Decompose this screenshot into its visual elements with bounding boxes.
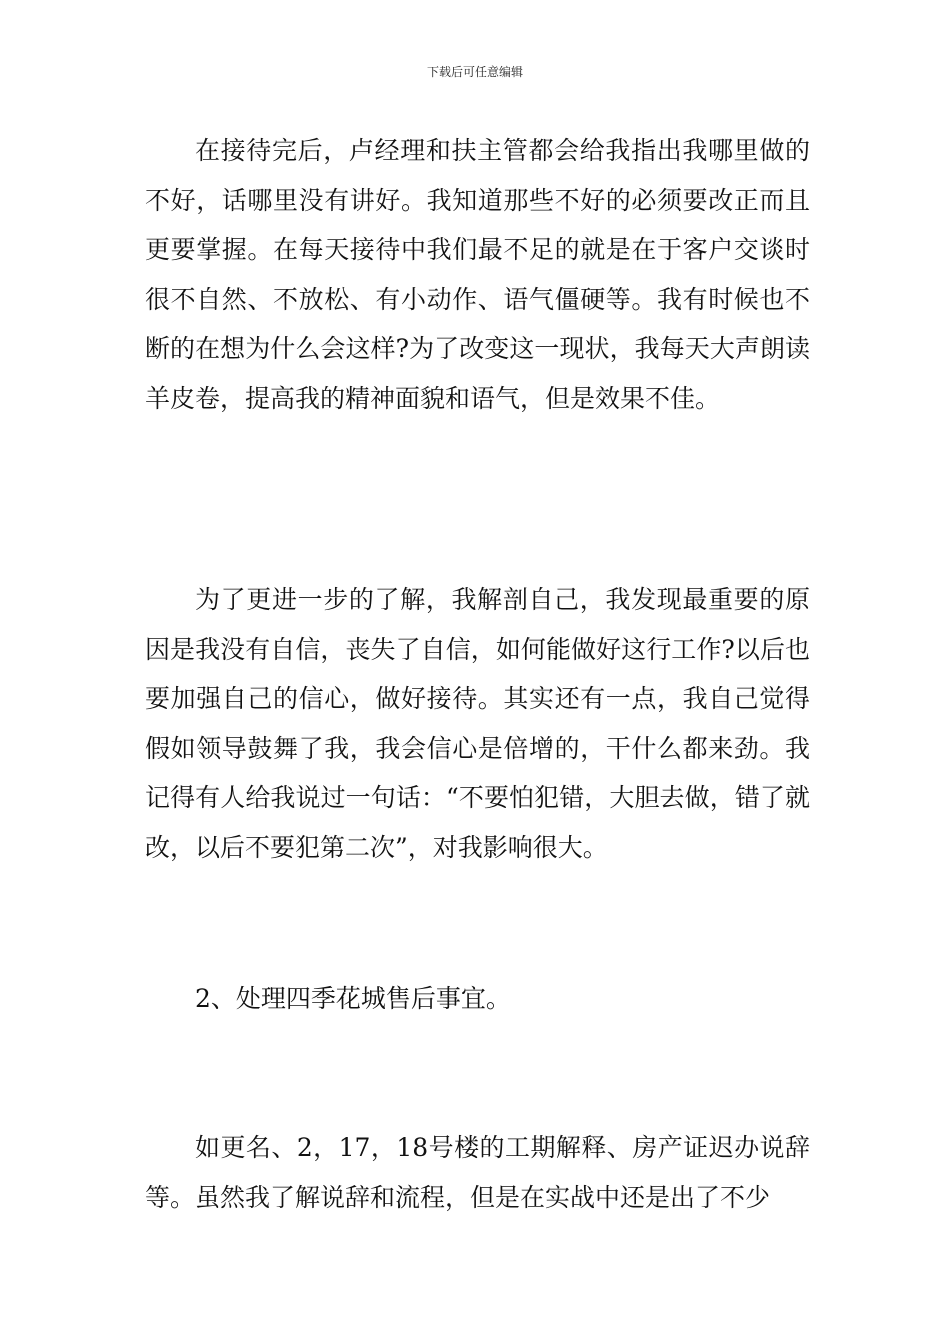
paragraph-after-sales-details: 如更名、2，17，18号楼的工期解释、房产证迟办说辞等。虽然我了解说辞和流程，但是在实战中还是出了不少 [145,1133,810,1212]
section-heading-after-sales: 2、处理四季花城售后事宜。 [195,984,511,1013]
paragraph-self-confidence: 为了更进一步的了解，我解剖自己，我发现最重要的原因是我没有自信，丧失了自信，如何能做好这行工作?以后也要加强自己的信心，做好接待。其实还有一点，我自己觉得假如领导鼓舞了我，我会信心是倍增的，干什么都来劲。我记得有人给我说过一句话：“不要怕犯错，大胆去做，错了就改，以后不要犯第二次”，对我影响很大。 [145,585,810,862]
paragraph-reception-feedback: 在接待完后，卢经理和扶主管都会给我指出我哪里做的不好，话哪里没有讲好。我知道那些不好的必须要改正而且更要掌握。在每天接待中我们最不足的就是在于客户交谈时很不自然、不放松、有小动作、语气僵硬等。我有时候也不断的在想为什么会这样?为了改变这一现状，我每天大声朗读羊皮卷，提高我的精神面貌和语气，但是效果不佳。 [145,136,810,413]
page-header: 下载后可任意编辑 [426,65,523,79]
